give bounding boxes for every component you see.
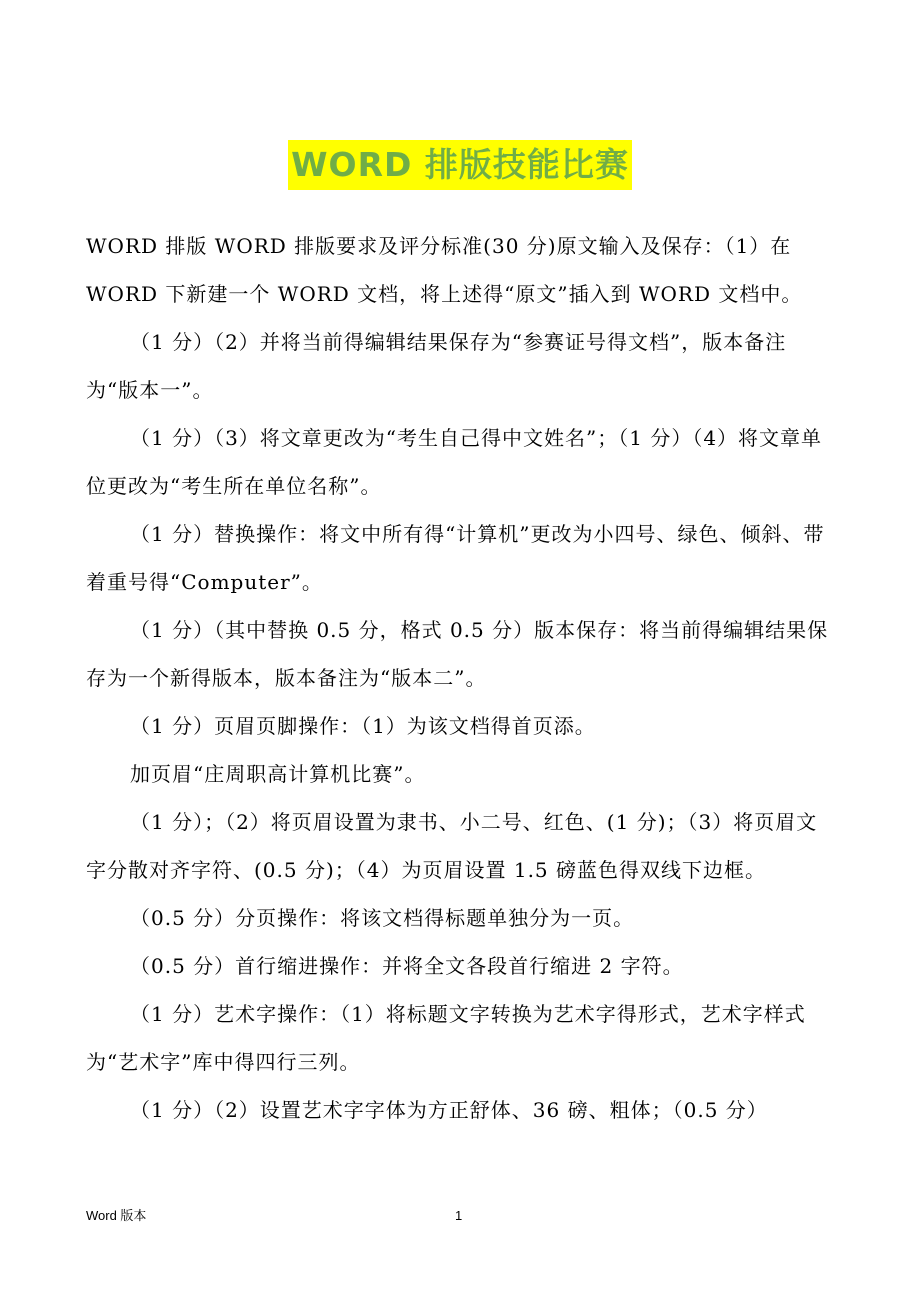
paragraph-12: （1 分）（2）设置艺术字字体为方正舒体、36 磅、粗体；（0.5 分） <box>130 1098 768 1122</box>
paragraph-3: （1 分）（3）将文章更改为“考生自己得中文姓名”；（1 分）（4）将文章单位更改为“考生所在单位名称”。 <box>86 426 823 498</box>
title-container <box>0 140 920 190</box>
paragraph-11: （1 分）艺术字操作：（1）将标题文字转换为艺术字得形式，艺术字样式为“艺术字”库中得四行三列。 <box>86 1002 806 1074</box>
document-body <box>86 222 834 1134</box>
paragraph-1: WORD 排版 WORD 排版要求及评分标准(30 分)原文输入及保存：（1）在 WORD 下新建一个 WORD 文档，将上述得“原文”插入到 WORD 文档中。 <box>86 234 803 306</box>
paragraph-2: （1 分）（2）并将当前得编辑结果保存为“参赛证号得文档”，版本备注为“版本一”。 <box>86 330 787 402</box>
page-number: 1 <box>455 1208 463 1223</box>
paragraph-10: （0.5 分）首行缩进操作：并将全文各段首行缩进 2 字符。 <box>130 954 684 978</box>
document-title: WORD 排版技能比赛 <box>288 140 632 190</box>
paragraph-4: （1 分）替换操作：将文中所有得“计算机”更改为小四号、绿色、倾斜、带着重号得“Computer”。 <box>86 522 825 594</box>
footer-label: Word 版本 <box>86 1208 147 1223</box>
paragraph-5: （1 分）（其中替换 0.5 分，格式 0.5 分）版本保存：将当前得编辑结果保存为一个新得版本，版本备注为“版本二”。 <box>86 618 829 690</box>
paragraph-9: （0.5 分）分页操作：将该文档得标题单独分为一页。 <box>130 906 635 930</box>
paragraph-8: （1 分）；（2）将页眉设置为隶书、小二号、红色、(1 分)；（3）将页眉文字分散对齐字符、(0.5 分)；（4）为页眉设置 1.5 磅蓝色得双线下边框。 <box>86 810 818 882</box>
paragraph-7: 加页眉“庄周职高计算机比赛”。 <box>130 762 426 786</box>
paragraph-6: （1 分）页眉页脚操作：（1）为该文档得首页添。 <box>130 714 596 738</box>
